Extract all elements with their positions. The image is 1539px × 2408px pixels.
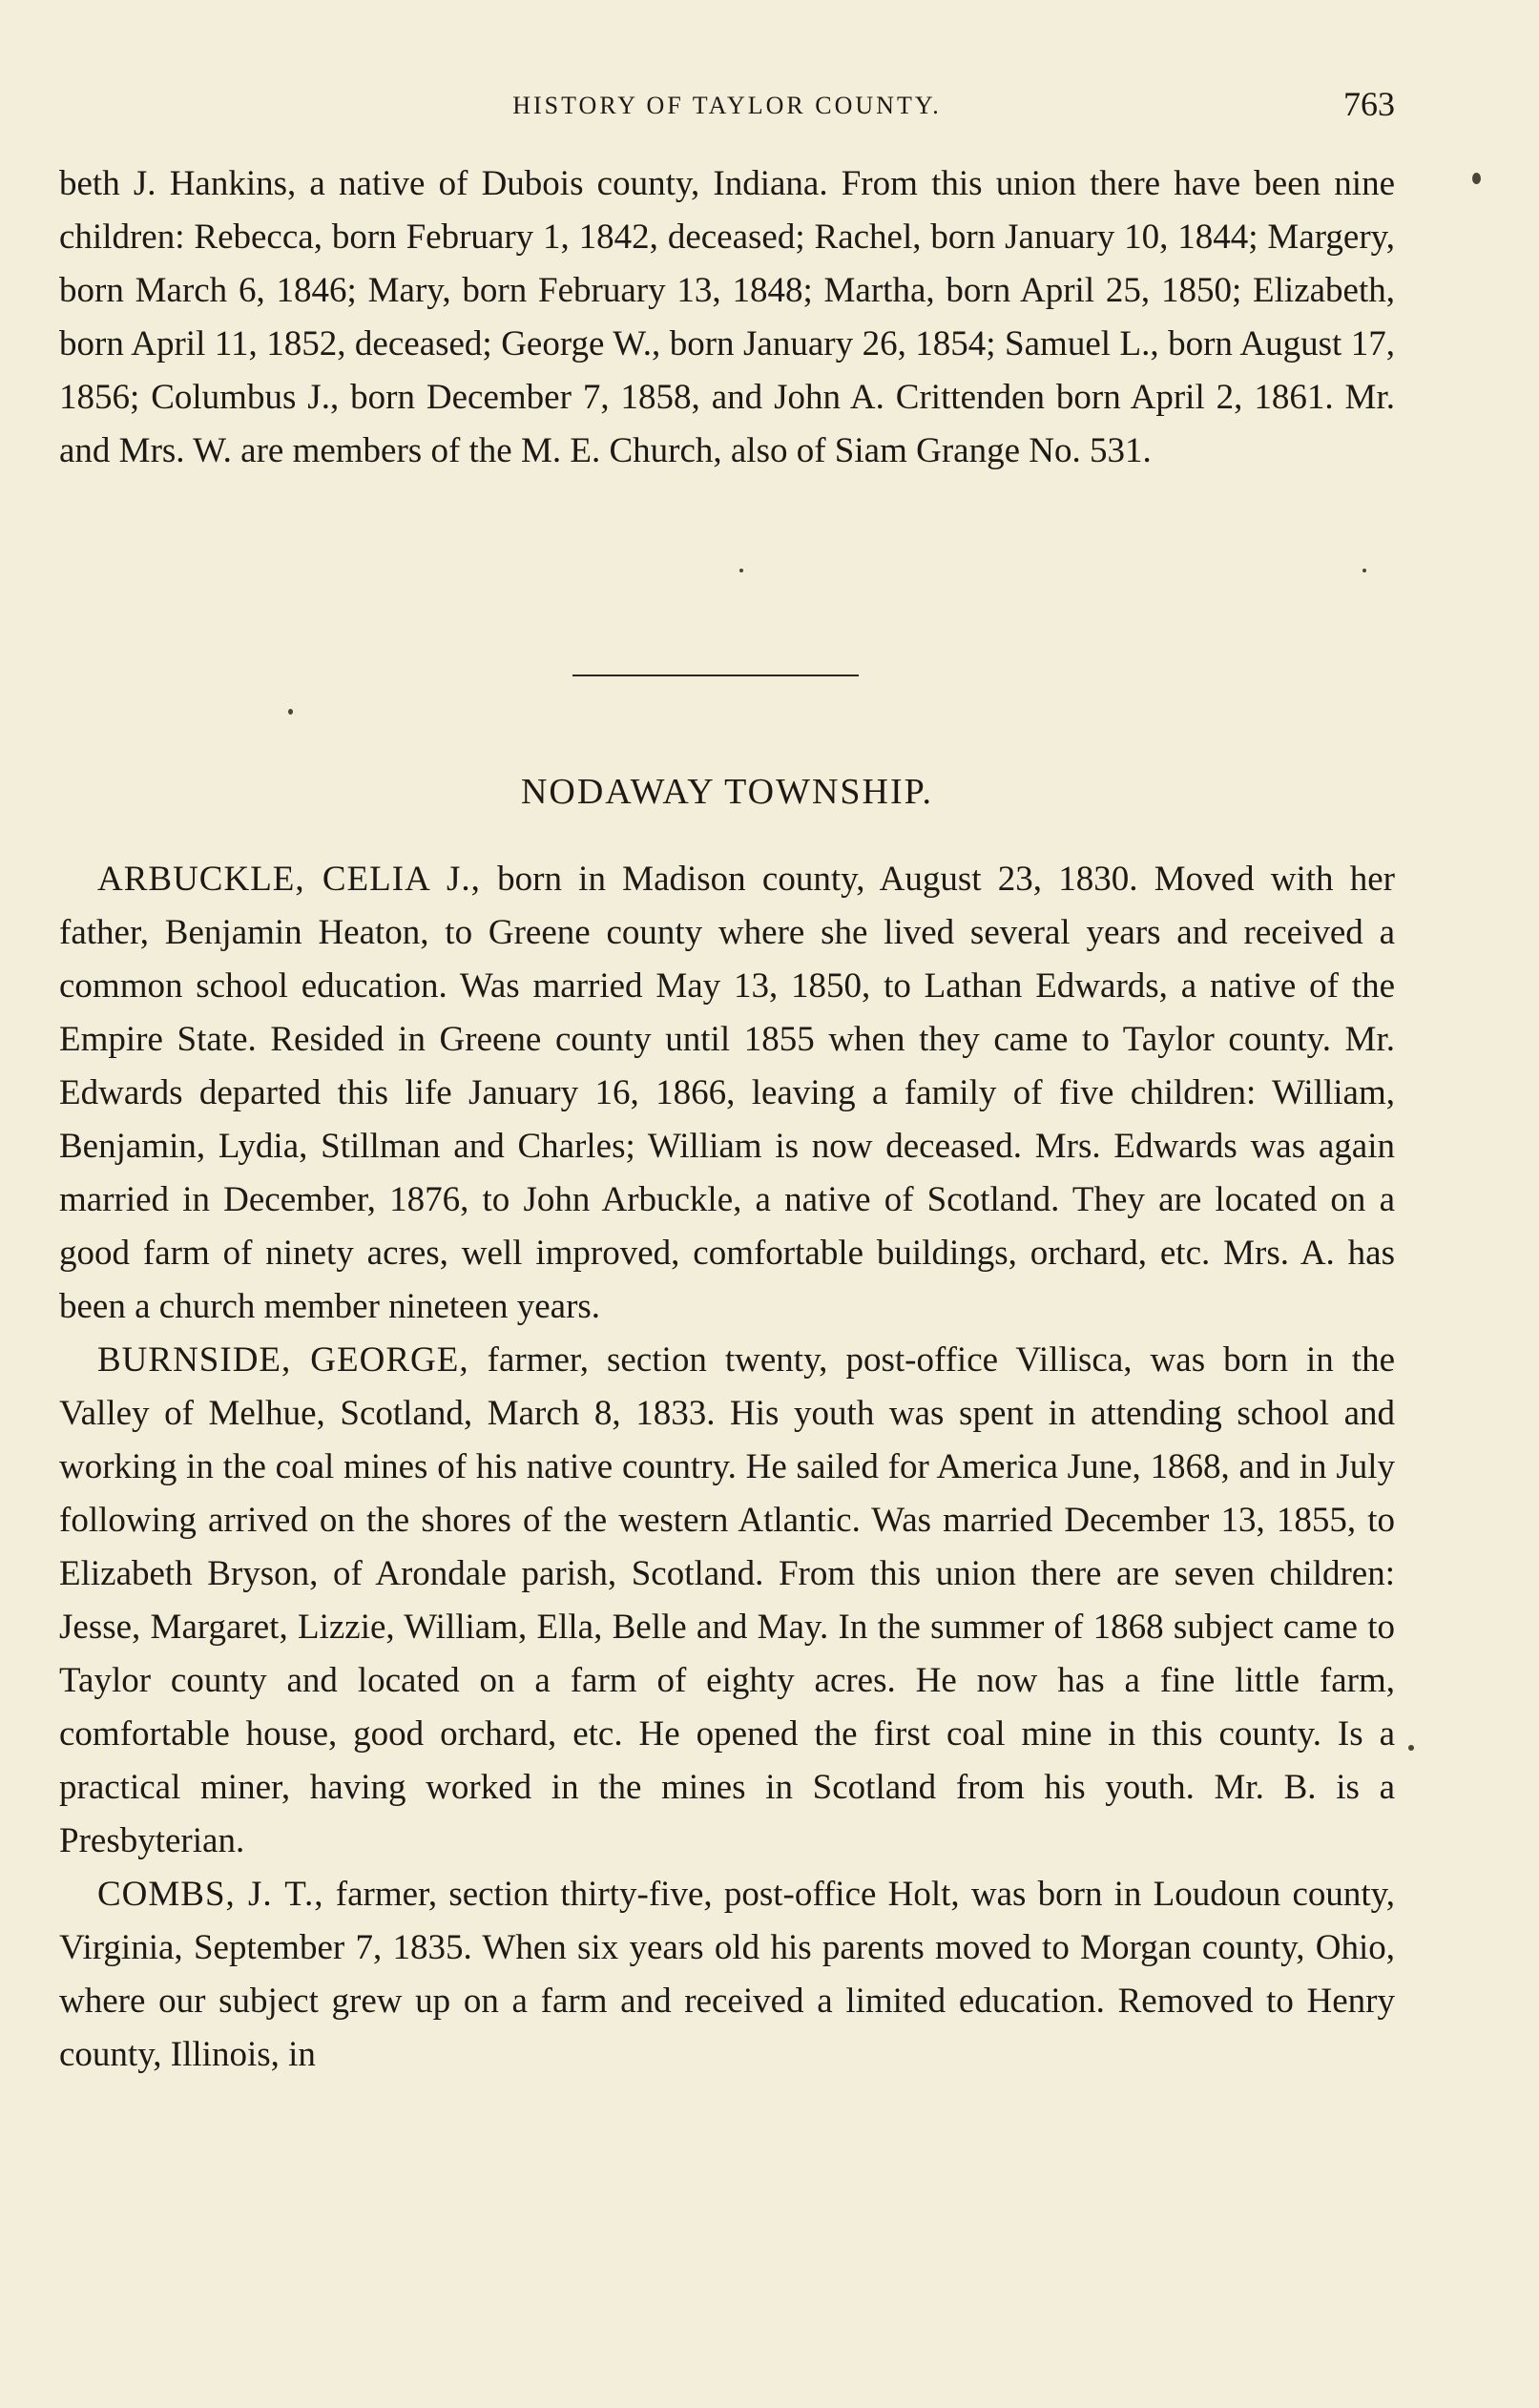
section-divider-rule: [572, 675, 859, 676]
biography-entry-combs: [59, 1868, 1395, 2082]
ink-speck: [1362, 569, 1366, 572]
biography-entry-burnside: [59, 1334, 1395, 1868]
continuation-paragraph-block: [59, 157, 1395, 478]
ink-speck: [288, 709, 293, 715]
running-title: HISTORY OF TAYLOR COUNTY.: [512, 92, 942, 119]
page-header: [59, 84, 1395, 132]
entry-name: COMBS, J. T.,: [97, 1875, 324, 1914]
biography-entries: [59, 853, 1395, 2082]
entry-name: ARBUCKLE, CELIA J.,: [97, 860, 481, 899]
entry-name: BURNSIDE, GEORGE,: [97, 1340, 469, 1380]
entry-text: born in Madison county, August 23, 1830. Moved with her father, Benjamin Heaton, to Greene county where she lived several years and received a common school education. Was married May 13, 1850, to Lathan Edwards, a native of the Empire State. Resided in Greene county until 1855 when they came to Taylor county. Mr. Edwards departed this life January 16, 1866, leaving a family of five children: William, Benjamin, Lydia, Stillman and Charles; William is now deceased. Mrs. Edwards was again married in December, 1876, to John Arbuckle, a native of Scotland. They are located on a good farm of ninety acres, well improved, comfortable buildings, orchard, etc. Mrs. A. has been a church member nineteen years.: [59, 860, 1396, 1326]
entry-text: farmer, section twenty, post-office Villisca, was born in the Valley of Melhue, Scotland, March 8, 1833. His youth was spent in attending school and working in the coal mines of his native country. He sailed for America June, 1868, and in July following arrived on the shores of the western Atlantic. Was married December 13, 1855, to Elizabeth Bryson, of Arondale parish, Scotland. From this union there are seven children: Jesse, Margaret, Lizzie, William, Ella, Belle and May. In the summer of 1868 subject came to Taylor county and located on a farm of eighty acres. He now has a fine little farm, comfortable house, good orchard, etc. He opened the first coal mine in this county. Is a practical miner, having worked in the mines in Scotland from his youth. Mr. B. is a Presbyterian.: [59, 1340, 1395, 1860]
ink-speck: [739, 569, 743, 572]
ink-speck: [1472, 173, 1481, 184]
ink-speck: [1408, 1745, 1414, 1751]
section-title: NODAWAY TOWNSHIP.: [520, 772, 934, 812]
continuation-paragraph: beth J. Hankins, a native of Dubois county, Indiana. From this union there have been nine children: Rebecca, born February 1, 1842, deceased; Rachel, born January 10, 1844; Margery, born March 6, 1846; Mary, born February 13, 1848; Martha, born April 25, 1850; Elizabeth, born April 11, 1852, deceased; George W., born January 26, 1854; Samuel L., born August 17, 1856; Columbus J., born December 7, 1858, and John A. Crittenden born April 2, 1861. Mr. and Mrs. W. are members of the M. E. Church, also of Siam Grange No. 531.: [59, 164, 1395, 470]
page-number: 763: [1343, 85, 1395, 123]
biography-entry-arbuckle: [59, 853, 1395, 1334]
entry-text: farmer, section thirty-five, post-office Holt, was born in Loudoun county, Virginia, September 7, 1835. When six years old his parents moved to Morgan county, Ohio, where our subject grew up on a farm and received a limited education. Removed to Henry county, Illinois, in: [59, 1875, 1396, 2074]
